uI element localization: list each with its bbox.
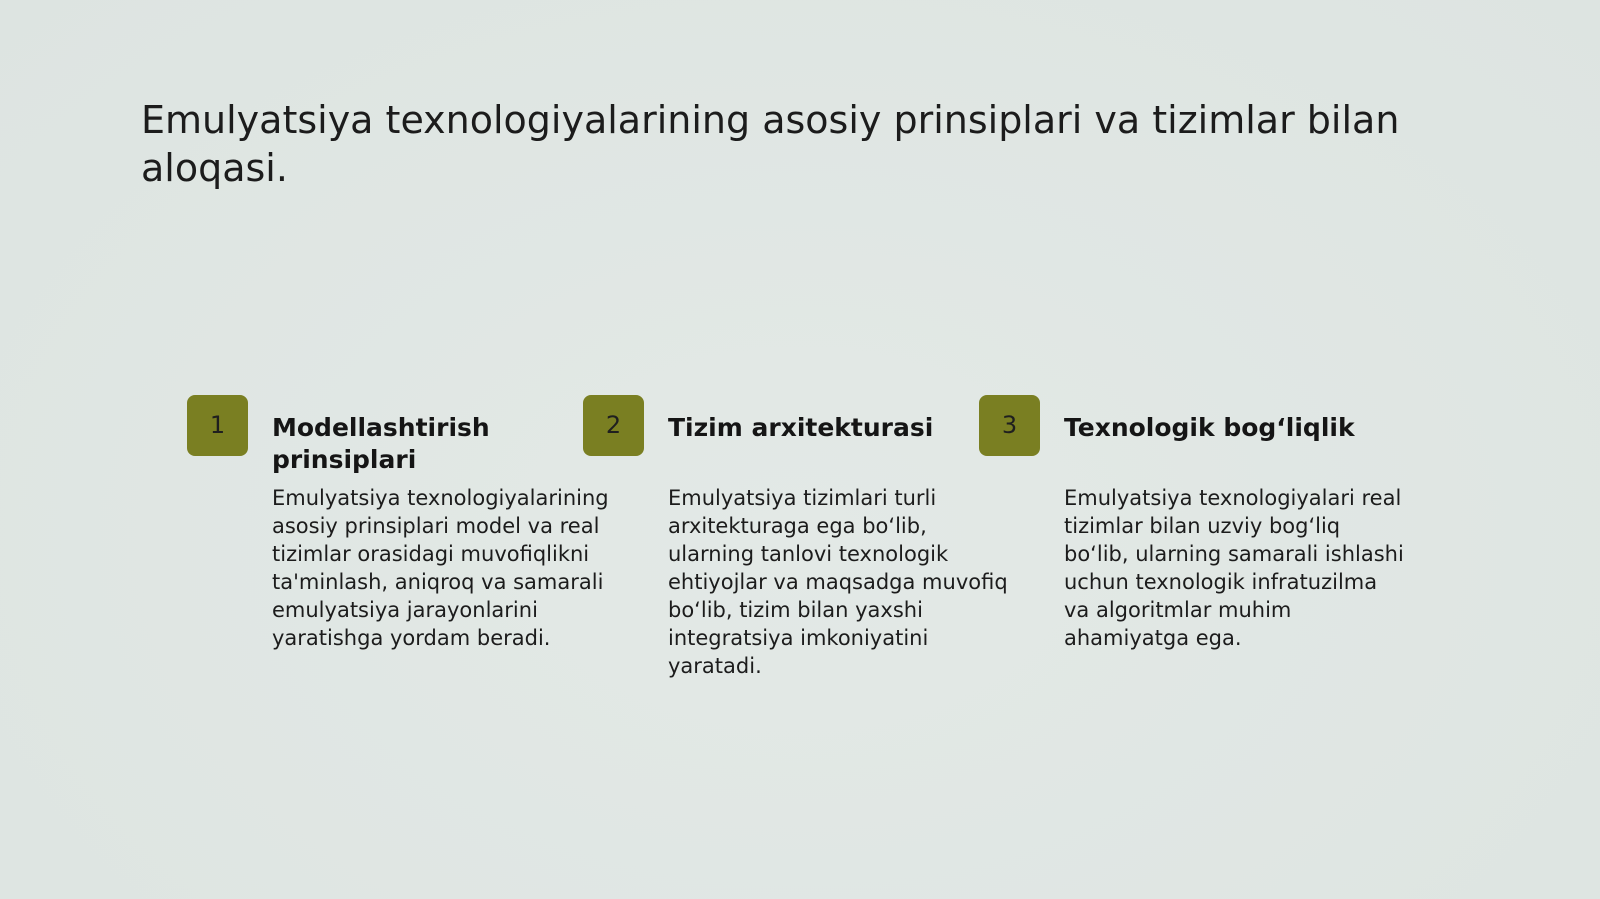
step-content [1064, 412, 1409, 652]
step-description: Emulyatsiya tizimlari turli arxitekturaga ega bo‘lib, ularning tanlovi texnologik ehtiyojlar va maqsadga muvofiq bo‘lib, tizim bilan yaxshi integratsiya imkoniyatini yaratadi. [668, 486, 1008, 678]
step-number-badge: 3 [979, 395, 1040, 456]
step-description: Emulyatsiya texnologiyalarining asosiy prinsiplari model va real tizimlar orasidagi muvofiqlikni ta'minlash, aniqroq va samarali emulyatsiya jarayonlarini yaratishga yordam beradi. [272, 486, 609, 650]
step-content [272, 412, 617, 652]
step-number-badge: 1 [187, 395, 248, 456]
step-heading: Texnologik bog‘liqlik [1064, 413, 1355, 442]
step-content [668, 412, 1013, 680]
step-heading: Modellashtirish prinsiplari [272, 413, 490, 474]
step-number-badge: 2 [583, 395, 644, 456]
step-heading: Tizim arxitekturasi [668, 413, 934, 442]
step-description: Emulyatsiya texnologiyalari real tizimlar bilan uzviy bog‘liq bo‘lib, ularning samarali ishlashi uchun texnologik infratuzilma va algoritmlar muhim ahamiyatga ega. [1064, 486, 1404, 650]
slide-title: Emulyatsiya texnologiyalarining asosiy prinsiplari va tizimlar bilan aloqasi. [141, 98, 1400, 190]
